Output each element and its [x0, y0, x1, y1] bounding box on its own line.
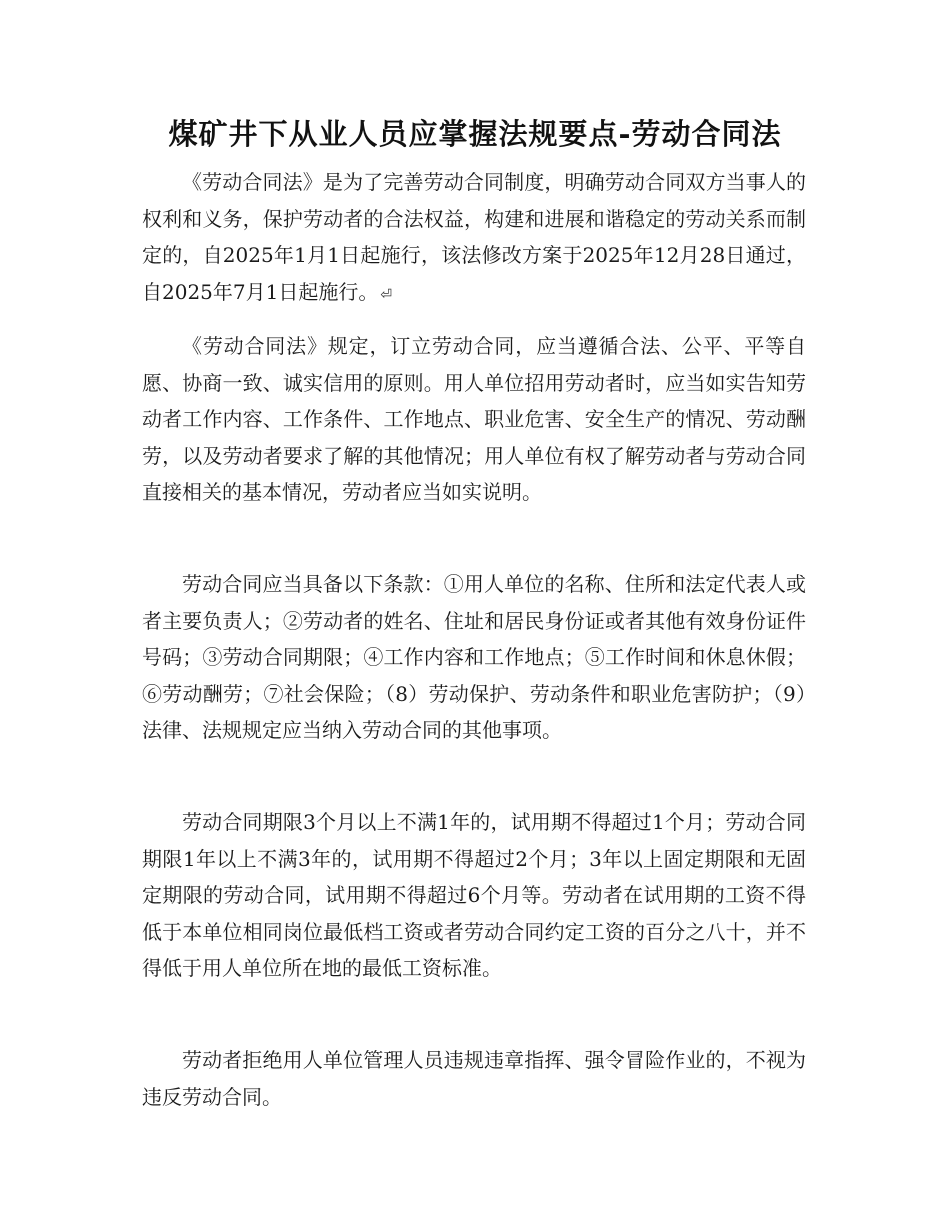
paragraph-intro	[142, 164, 806, 313]
paragraph-intro-text: 《劳动合同法》是为了完善劳动合同制度，明确劳动合同双方当事人的权利和义务，保护劳动者的合法权益，构建和进展和谐稳定的劳动关系而制定的，自2025年1月1日起施行，该法修改方案于2025年12月28日通过，自2025年7月1日起施行。	[142, 170, 806, 304]
paragraph-contract-clauses: 劳动合同应当具备以下条款：①用人单位的名称、住所和法定代表人或者主要负责人；②劳动者的姓名、住址和居民身份证或者其他有效身份证件号码；③劳动合同期限；④工作内容和工作地点；⑤工作时间和休息休假；⑥劳动酬劳；⑦社会保险；（8）劳动保护、劳动条件和职业危害防护；（9）法律、法规规定应当纳入劳动合同的其他事项。	[142, 572, 806, 742]
paragraph-refuse-unsafe-orders: 劳动者拒绝用人单位管理人员违规违章指挥、强令冒险作业的，不视为违反劳动合同。	[142, 1048, 806, 1109]
paragraph-contract-principles: 《劳动合同法》规定，订立劳动合同，应当遵循合法、公平、平等自愿、协商一致、诚实信用的原则。用人单位招用劳动者时，应当如实告知劳动者工作内容、工作条件、工作地点、职业危害、安全生产的情况、劳动酬劳，以及劳动者要求了解的其他情况；用人单位有权了解劳动者与劳动合同直接相关的基本情况，劳动者应当如实说明。	[142, 334, 806, 504]
document-title: 煤矿井下从业人员应掌握法规要点-劳动合同法	[168, 117, 782, 151]
paragraph-probation-period: 劳动合同期限3个月以上不满1年的，试用期不得超过1个月；劳动合同期限1年以上不满3年的，试用期不得超过2个月；3年以上固定期限和无固定期限的劳动合同，试用期不得超过6个月等。劳动者在试用期的工资不得低于本单位相同岗位最低档工资或者劳动合同约定工资的百分之八十，并不得低于用人单位所在地的最低工资标准。	[142, 810, 806, 980]
paragraph-end-mark: ⏎	[380, 286, 393, 303]
